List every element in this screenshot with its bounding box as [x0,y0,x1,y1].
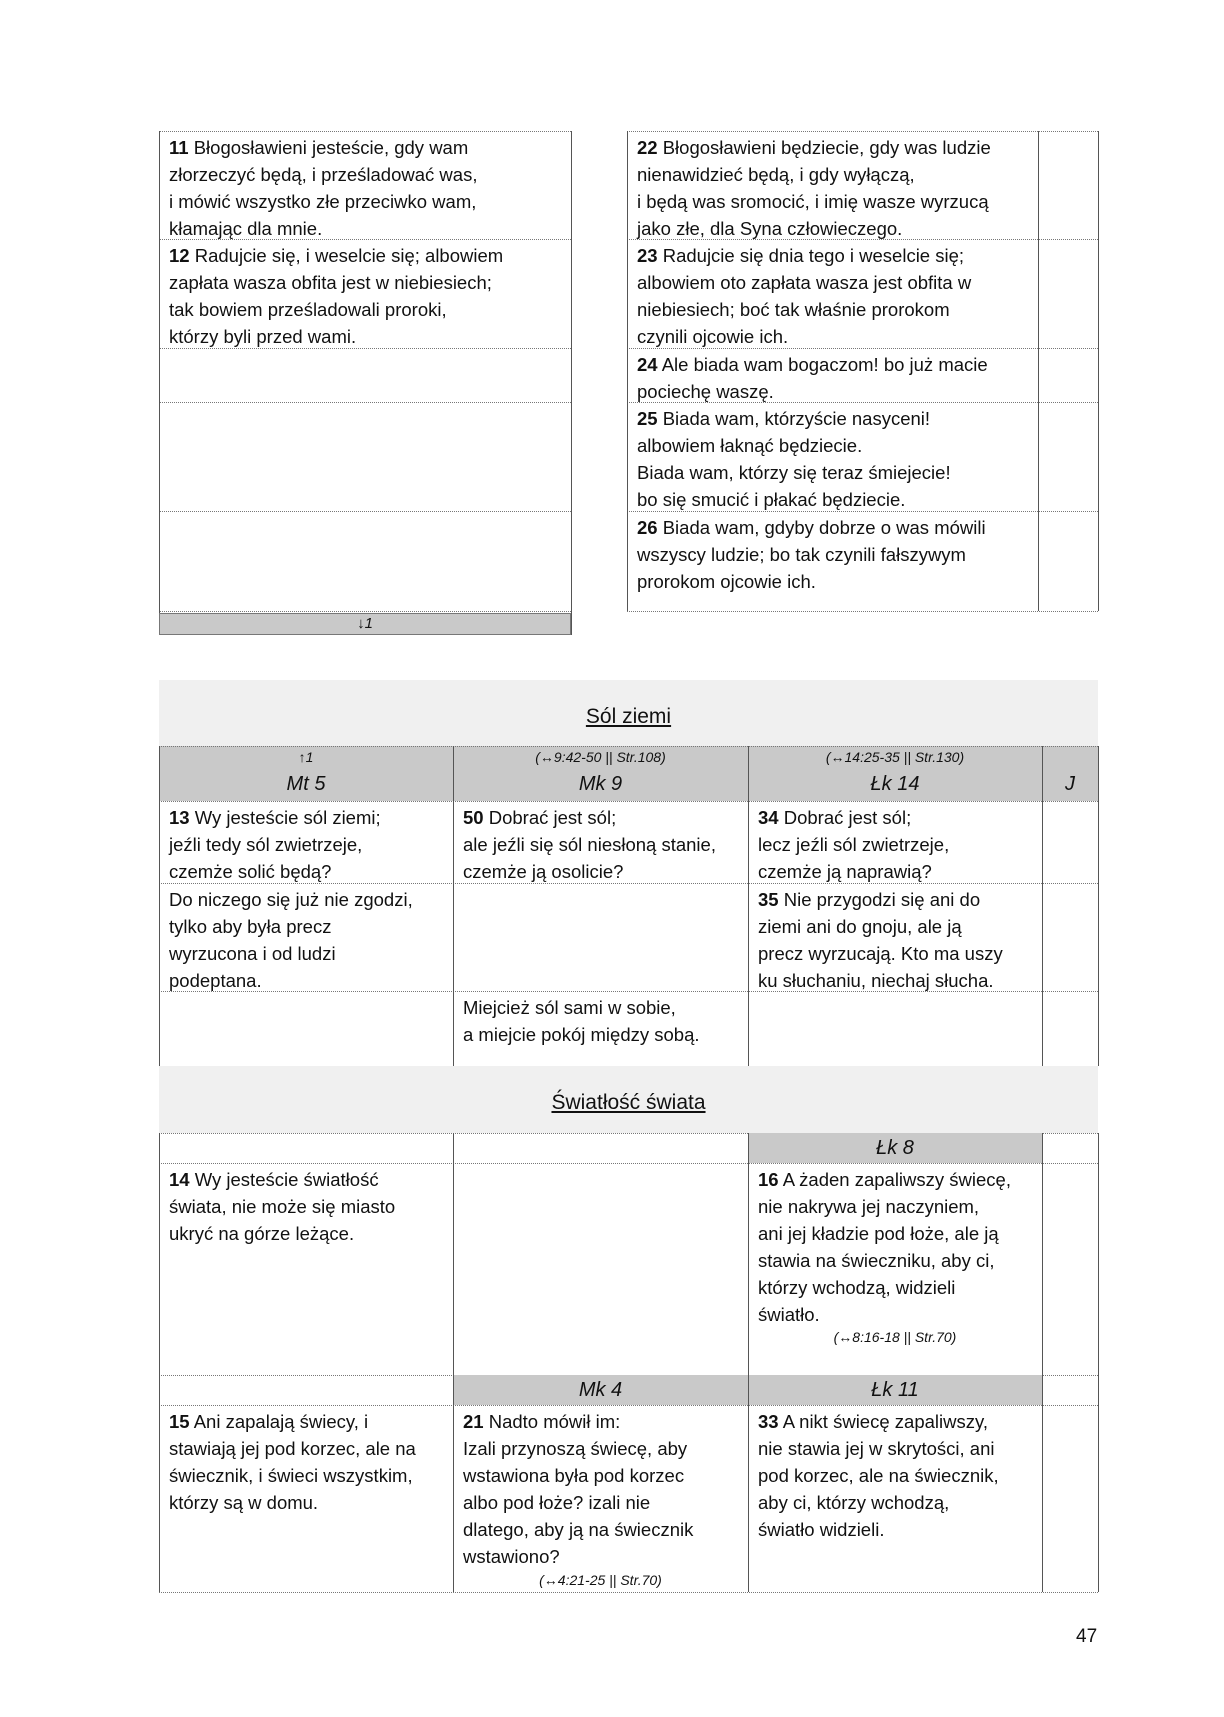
verse-text: A żaden zapaliwszy świecę, nie nakrywa jej naczyniem, ani jej kładzie pod łoże, ale ją stawia na świeczniku, aby ci, którzy wchodzą, widzieli światło. [758,1169,1011,1325]
verse-text: Dobrać jest sól; lecz jeźli sól zwietrzeje, czemże ją naprawią? [758,807,950,882]
verse-mk-50 [453,801,748,888]
column-book-lk: Łk 14 [870,773,920,795]
verse-text: Do niczego się już nie zgodzi, tylko aby była precz wyrzucona i od ludzi podeptana. [169,889,413,991]
verse-text: Dobrać jest sól; ale jeźli się sól niesłoną stanie, czemże ją osolicie? [463,807,716,882]
section-title-swiatlosc-swiata: Światłość świata [551,1091,706,1114]
verse-mt-11 [159,131,571,245]
verse-number: 50 [463,807,484,828]
verse-number: 25 [637,408,658,429]
verse-mt-12 [159,239,571,353]
verse-number: 14 [169,1169,190,1190]
verse-text: Wy jesteście sól ziemi; jeźli tedy sól zwietrzeje, czemże solić będą? [169,807,381,882]
verse-number: 22 [637,137,658,158]
verse-text: Wy jesteście światłość świata, nie może się miasto ukryć na górze leżące. [169,1169,396,1244]
verse-number: 12 [169,245,190,266]
verse-text: Błogosławieni jesteście, gdy wam złorzeczyć będą, i prześladować was, i mówić wszystko złe przeciwko wam, kłamając dla mnie. [169,137,478,239]
verse-lk-25 [627,402,1038,516]
verse-text: Biada wam, którzyście nasyceni! albowiem łaknąć będziecie. Biada wam, którzy się teraz śmiejecie! bo się smucić i płakać będziecie. [637,408,951,510]
verse-number: 21 [463,1411,484,1432]
verse-mk-21 [453,1405,748,1573]
column-ref-lk: (↔14:25-35 || Str.130) [825,749,965,765]
verse-number: 34 [758,807,779,828]
verse-mt-13-cont [159,883,453,997]
verse-lk-16 [748,1163,1042,1331]
verse-text: Biada wam, gdyby dobrze o was mówili wszyscy ludzie; bo tak czynili fałszywym prorokom ojcowie ich. [637,517,986,592]
verse-number: 23 [637,245,658,266]
verse-lk-33 [748,1405,1042,1546]
column-book-mk: Mk 9 [578,773,623,795]
verse-text: Nadto mówił im: Izali przynoszą świecę, aby wstawiona była pod korzec albo pod łoże? izali nie dlatego, aby ją na świecznik wstawiono? [463,1411,694,1567]
verse-lk-34 [748,801,1042,888]
verse-number: 11 [169,137,189,158]
verse-text: Miejcież sól sami w sobie, a miejcie pokój między sobą. [463,997,700,1045]
verse-text: A nikt świecę zapaliwszy, nie stawia jej w skrytości, ani pod korzec, ale na świecznik, aby ci, którzy wchodzą, światło widzieli. [758,1411,999,1540]
verse-number: 26 [637,517,658,538]
verse-mt-14 [159,1163,453,1250]
verse-text: Ani zapalają świecy, i stawiają jej pod korzec, ale na świecznik, i świeci wszystkim, którzy są w domu. [169,1411,416,1513]
verse-lk-26 [627,511,1038,598]
verse-lk-23 [627,239,1038,353]
column-book-mt: Mt 5 [286,773,326,795]
column-ref-mt: ↑1 [298,749,314,765]
verse-mt-15 [159,1405,453,1519]
column-book-mk4: Mk 4 [578,1379,623,1401]
verse-number: 15 [169,1411,190,1432]
cross-ref-lk8: (↔8:16-18 || Str.70) [833,1329,957,1345]
verse-text: Błogosławieni będziecie, gdy was ludzie nienawidzieć będą, i gdy wyłączą, i będą was sromocić, i imię wasze wyrzucą jako złe, dla Syna człowieczego. [637,137,991,239]
column-book-j: J [1065,773,1075,795]
verse-text: Radujcie się, i weselcie się; albowiem zapłata wasza obfita jest w niebiesiech; tak bowiem prześladowali proroki, którzy byli przed wami. [169,245,504,347]
verse-text: Ale biada wam bogaczom! bo już macie pociechę waszę. [637,354,988,402]
verse-text: Nie przygodzi się ani do ziemi ani do gnoju, ale ją precz wyrzucają. Kto ma uszy ku słuchaniu, niechaj słucha. [758,889,1003,991]
verse-lk-22 [627,131,1038,245]
verse-number: 16 [758,1169,779,1190]
column-book-lk11: Łk 11 [871,1379,919,1401]
verse-lk-24 [627,348,1038,408]
page-number: 47 [1076,1626,1098,1647]
verse-mk-50-cont [453,991,748,1051]
verse-number: 24 [637,354,658,375]
verse-text: Radujcie się dnia tego i weselcie się; albowiem oto zapłata wasza jest obfita w niebiesiech; boć tak właśnie prorokom czynili ojcowie ich. [637,245,972,347]
column-book-lk8: Łk 8 [876,1137,914,1159]
cross-ref-mk4: (↔4:21-25 || Str.70) [539,1572,662,1588]
column-ref-mk: (↔9:42-50 || Str.108) [535,749,666,765]
section-title-sol-ziemi: Sól ziemi [585,705,672,728]
verse-number: 33 [758,1411,779,1432]
verse-number: 13 [169,807,190,828]
verse-lk-35 [748,883,1042,997]
verse-number: 35 [758,889,779,910]
verse-mt-13 [159,801,453,888]
continuation-arrow: ↓1 [357,615,373,632]
